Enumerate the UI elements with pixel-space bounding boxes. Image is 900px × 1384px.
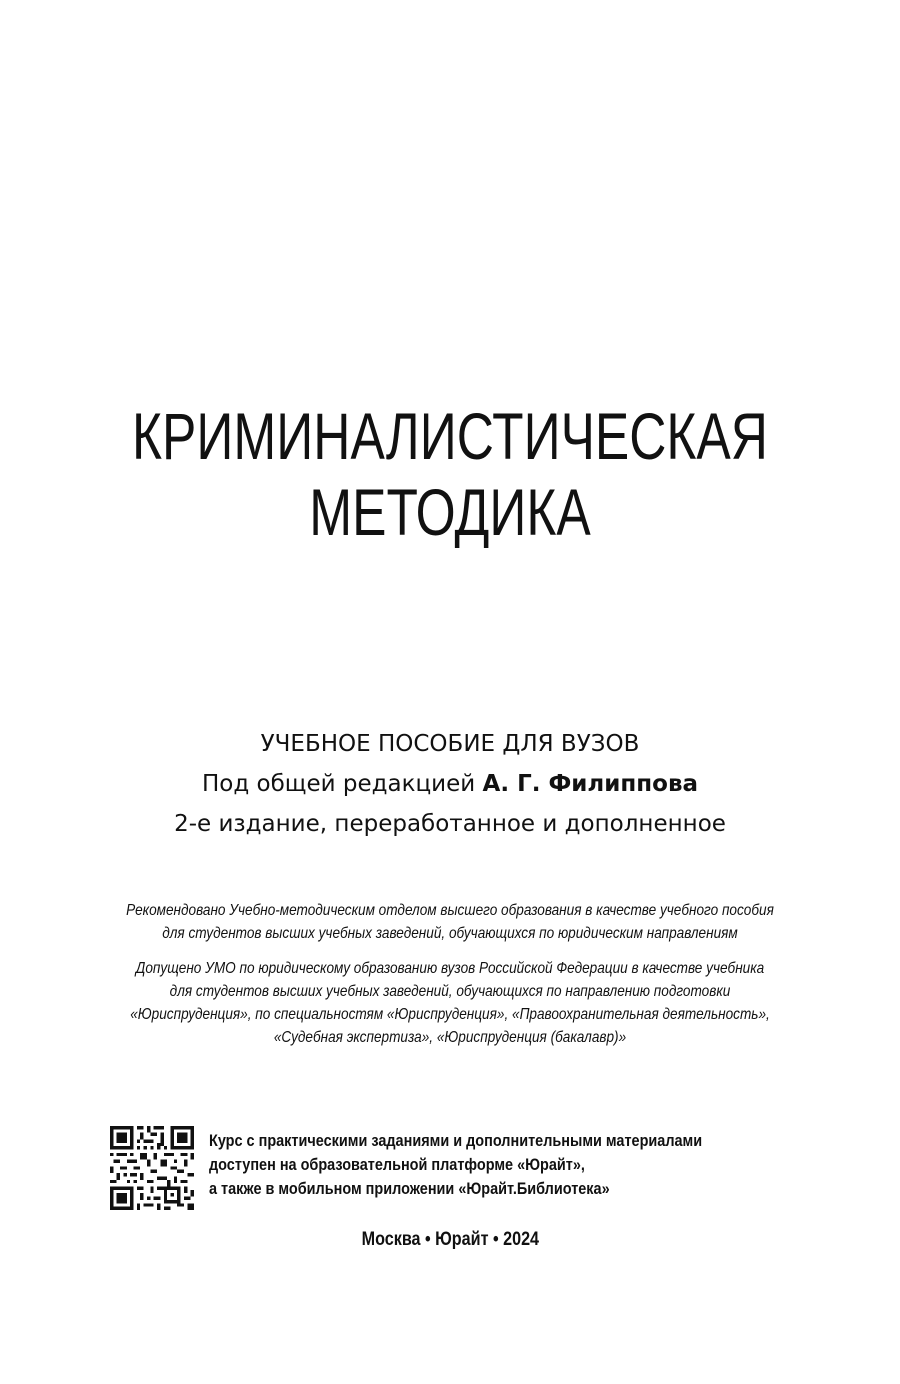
approval-line-3: «Юриспруденция», по специальностям «Юриспруденция», «Правоохранительная деятельность», (130, 1006, 770, 1023)
course-info-line-3: а также в мобильном приложении «Юрайт.Библиотека» (209, 1179, 610, 1198)
course-info-line-2: доступен на образовательной платформе «Юрайт», (209, 1155, 585, 1174)
approval-line-1: Допущено УМО по юридическому образованию вузов Российской Федерации в качестве учебника (135, 960, 765, 977)
qr-code-icon[interactable] (110, 1126, 194, 1210)
edition-line: 2-е издание, переработанное и дополненное (174, 811, 726, 837)
course-info (209, 1129, 829, 1201)
approval-note (0, 957, 900, 1049)
course-info-line-1: Курс с практическими заданиями и дополнительными материалами (209, 1131, 703, 1150)
book-title-line-2: МЕТОДИКА (309, 475, 591, 549)
subtitle-block (0, 724, 900, 844)
book-title-line-1: КРИМИНАЛИСТИЧЕСКАЯ (132, 399, 768, 473)
recommendation-line-2: для студентов высших учебных заведений, обучающихся по юридическим направлениям (162, 925, 738, 942)
approval-line-4: «Судебная экспертиза», «Юриспруденция (бакалавр)» (273, 1029, 627, 1046)
editor-line (0, 764, 900, 804)
editor-prefix: Под общей редакцией (201, 771, 476, 797)
publication-type: УЧЕБНОЕ ПОСОБИЕ ДЛЯ ВУЗОВ (260, 731, 640, 757)
approval-line-2: для студентов высших учебных заведений, обучающихся по направлению подготовки (169, 983, 731, 1000)
book-title (99, 398, 801, 550)
recommendation-line-1: Рекомендовано Учебно-методическим отделом высшего образования в качестве учебного пособия (126, 902, 774, 919)
recommendation-note (0, 899, 900, 945)
publisher-imprint (0, 1227, 900, 1253)
editor-name: А. Г. Филиппова (482, 771, 699, 797)
imprint-text: Москва • Юрайт • 2024 (361, 1229, 539, 1250)
